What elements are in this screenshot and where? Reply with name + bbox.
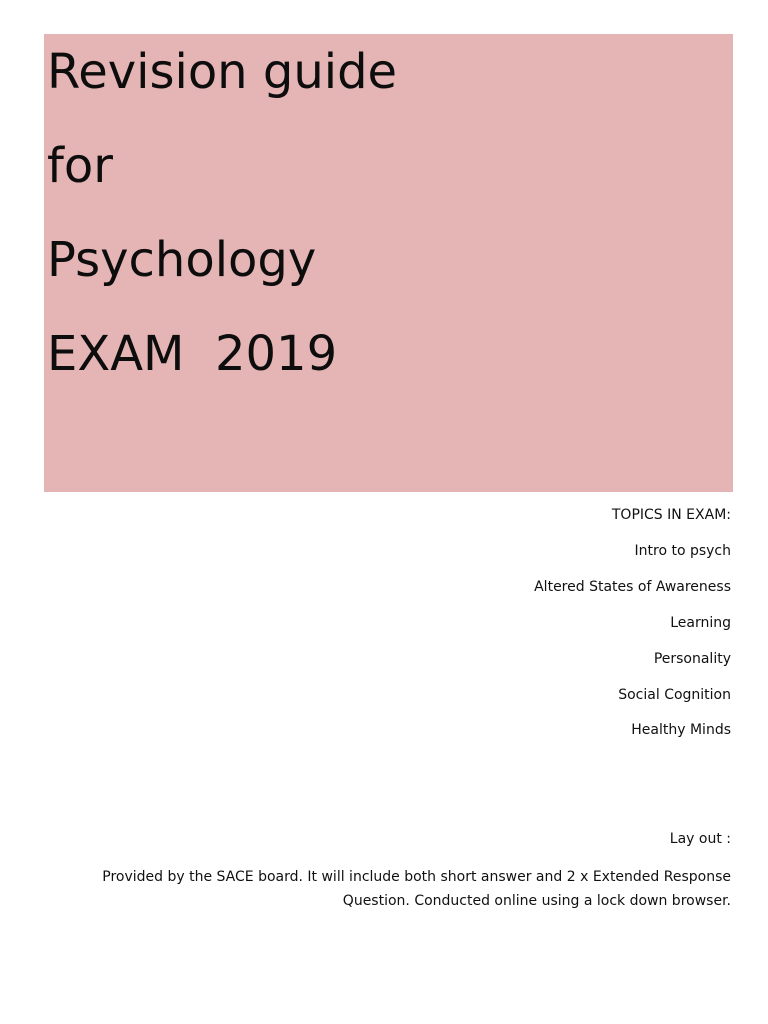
topic-item: Learning	[670, 615, 731, 631]
topic-item: Healthy Minds	[631, 722, 731, 738]
title-line-1: Revision guide	[47, 44, 398, 100]
title-line-4: EXAM 2019	[47, 326, 338, 382]
title-line-2: for	[47, 138, 113, 194]
layout-description: Provided by the SACE board. It will include both short answer and 2 x Extended Response Question. Conducted online using a lock down browser.	[102, 869, 731, 909]
title-block	[44, 34, 733, 492]
topics-heading: TOPICS IN EXAM:	[611, 507, 731, 523]
topic-item: Social Cognition	[618, 687, 731, 703]
topic-item: Personality	[653, 651, 731, 667]
topic-item: Intro to psych	[634, 543, 731, 559]
layout-label: Lay out :	[669, 831, 731, 847]
topic-item: Altered States of Awareness	[534, 579, 731, 595]
title-line-3: Psychology	[47, 232, 317, 288]
